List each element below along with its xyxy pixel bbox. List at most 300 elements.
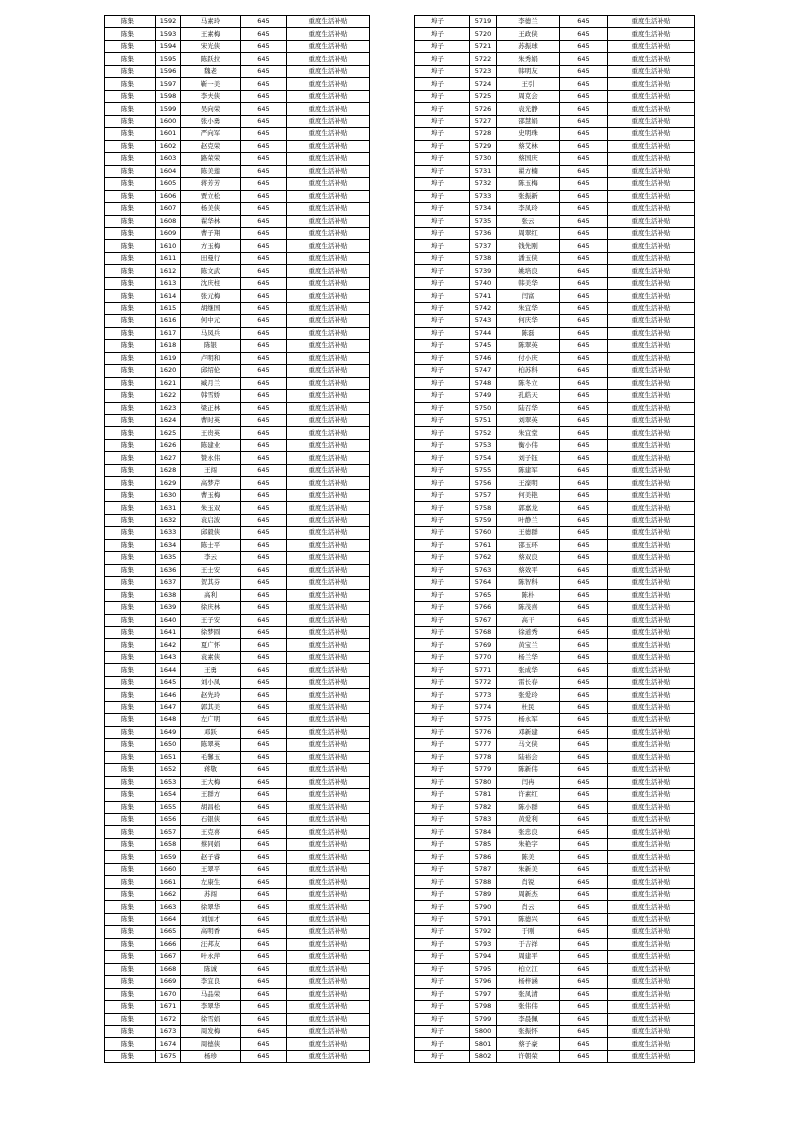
category-cell: 重度生活补贴 <box>608 1013 695 1025</box>
number-cell: 5802 <box>470 1050 497 1062</box>
number-cell: 1608 <box>156 215 181 227</box>
table-row <box>105 814 370 826</box>
amount-cell: 645 <box>560 53 608 65</box>
category-cell: 重度生活补贴 <box>287 65 370 77</box>
name-cell: 王士安 <box>181 564 241 576</box>
category-cell: 重度生活补贴 <box>608 888 695 900</box>
amount-cell: 645 <box>560 28 608 40</box>
category-cell: 重度生活补贴 <box>287 577 370 589</box>
town-cell: 陈集 <box>105 639 156 651</box>
town-cell: 陈集 <box>105 415 156 427</box>
number-cell: 1629 <box>156 477 181 489</box>
category-cell: 重度生活补贴 <box>287 1001 370 1013</box>
name-cell: 李翠华 <box>181 1001 241 1013</box>
category-cell: 重度生活补贴 <box>608 16 695 28</box>
town-cell: 埠子 <box>415 851 470 863</box>
amount-cell: 645 <box>241 701 287 713</box>
town-cell: 埠子 <box>415 65 470 77</box>
table-row <box>415 340 695 352</box>
number-cell: 5721 <box>470 40 497 52</box>
town-cell: 陈集 <box>105 764 156 776</box>
amount-cell: 645 <box>560 402 608 414</box>
category-cell: 重度生活补贴 <box>608 913 695 925</box>
amount-cell: 645 <box>241 153 287 165</box>
name-cell: 陆召华 <box>497 402 560 414</box>
amount-cell: 645 <box>560 739 608 751</box>
amount-cell: 645 <box>560 90 608 102</box>
number-cell: 1606 <box>156 190 181 202</box>
name-cell: 朱宜华 <box>497 302 560 314</box>
number-cell: 1659 <box>156 851 181 863</box>
table-row <box>415 552 695 564</box>
town-cell: 埠子 <box>415 340 470 352</box>
name-cell: 严向军 <box>181 128 241 140</box>
number-cell: 1647 <box>156 701 181 713</box>
number-cell: 1630 <box>156 489 181 501</box>
amount-cell: 645 <box>560 651 608 663</box>
number-cell: 5742 <box>470 302 497 314</box>
name-cell: 苏闯 <box>181 888 241 900</box>
amount-cell: 645 <box>560 801 608 813</box>
amount-cell: 645 <box>560 789 608 801</box>
table-row <box>415 988 695 1000</box>
town-cell: 埠子 <box>415 951 470 963</box>
category-cell: 重度生活补贴 <box>287 265 370 277</box>
category-cell: 重度生活补贴 <box>287 302 370 314</box>
category-cell: 重度生活补贴 <box>608 90 695 102</box>
amount-cell: 645 <box>560 489 608 501</box>
name-cell: 张凤清 <box>497 988 560 1000</box>
town-cell: 埠子 <box>415 651 470 663</box>
category-cell: 重度生活补贴 <box>608 128 695 140</box>
category-cell: 重度生活补贴 <box>608 1050 695 1062</box>
town-cell: 埠子 <box>415 315 470 327</box>
amount-cell: 645 <box>241 427 287 439</box>
number-cell: 1643 <box>156 651 181 663</box>
amount-cell: 645 <box>241 577 287 589</box>
name-cell: 陈小群 <box>497 801 560 813</box>
table-row <box>415 203 695 215</box>
name-cell: 叶静兰 <box>497 514 560 526</box>
amount-cell: 645 <box>560 153 608 165</box>
number-cell: 5758 <box>470 502 497 514</box>
town-cell: 陈集 <box>105 514 156 526</box>
town-cell: 陈集 <box>105 901 156 913</box>
town-cell: 埠子 <box>415 252 470 264</box>
town-cell: 陈集 <box>105 938 156 950</box>
amount-cell: 645 <box>560 115 608 127</box>
name-cell: 胡昌松 <box>181 801 241 813</box>
town-cell: 埠子 <box>415 726 470 738</box>
category-cell: 重度生活补贴 <box>287 651 370 663</box>
number-cell: 1593 <box>156 28 181 40</box>
number-cell: 1621 <box>156 377 181 389</box>
amount-cell: 645 <box>560 552 608 564</box>
category-cell: 重度生活补贴 <box>287 938 370 950</box>
table-row <box>105 626 370 638</box>
category-cell: 重度生活补贴 <box>608 477 695 489</box>
town-cell: 埠子 <box>415 402 470 414</box>
number-cell: 5761 <box>470 539 497 551</box>
category-cell: 重度生活补贴 <box>608 452 695 464</box>
number-cell: 5783 <box>470 814 497 826</box>
number-cell: 1649 <box>156 726 181 738</box>
number-cell: 5738 <box>470 252 497 264</box>
town-cell: 埠子 <box>415 477 470 489</box>
town-cell: 陈集 <box>105 664 156 676</box>
number-cell: 5780 <box>470 776 497 788</box>
amount-cell: 645 <box>241 951 287 963</box>
table-row <box>415 302 695 314</box>
name-cell: 毛馨玉 <box>181 751 241 763</box>
amount-cell: 645 <box>560 1001 608 1013</box>
category-cell: 重度生活补贴 <box>287 838 370 850</box>
category-cell: 重度生活补贴 <box>287 863 370 875</box>
category-cell: 重度生活补贴 <box>287 252 370 264</box>
table-row <box>415 103 695 115</box>
name-cell: 闫冉 <box>497 776 560 788</box>
table-row <box>415 589 695 601</box>
name-cell: 陈翠英 <box>497 340 560 352</box>
table-row <box>415 327 695 339</box>
name-cell: 杨梓涵 <box>497 976 560 988</box>
name-cell: 姚培良 <box>497 265 560 277</box>
table-row <box>415 115 695 127</box>
town-cell: 陈集 <box>105 290 156 302</box>
number-cell: 1633 <box>156 527 181 539</box>
table-row <box>415 352 695 364</box>
category-cell: 重度生活补贴 <box>608 701 695 713</box>
town-cell: 埠子 <box>415 190 470 202</box>
town-cell: 陈集 <box>105 28 156 40</box>
table-row <box>415 726 695 738</box>
roster-body-right <box>415 16 695 1063</box>
amount-cell: 645 <box>560 988 608 1000</box>
number-cell: 1627 <box>156 452 181 464</box>
number-cell: 1666 <box>156 938 181 950</box>
town-cell: 陈集 <box>105 203 156 215</box>
town-cell: 埠子 <box>415 415 470 427</box>
number-cell: 5720 <box>470 28 497 40</box>
name-cell: 杨美侠 <box>181 203 241 215</box>
table-row <box>105 53 370 65</box>
number-cell: 1675 <box>156 1050 181 1062</box>
number-cell: 5793 <box>470 938 497 950</box>
amount-cell: 645 <box>241 464 287 476</box>
number-cell: 5792 <box>470 926 497 938</box>
number-cell: 1667 <box>156 951 181 963</box>
town-cell: 埠子 <box>415 128 470 140</box>
number-cell: 5799 <box>470 1013 497 1025</box>
number-cell: 5785 <box>470 838 497 850</box>
name-cell: 曹子翔 <box>181 227 241 239</box>
table-row <box>415 415 695 427</box>
number-cell: 1596 <box>156 65 181 77</box>
name-cell: 钱先刚 <box>497 240 560 252</box>
category-cell: 重度生活补贴 <box>287 901 370 913</box>
table-row <box>105 265 370 277</box>
amount-cell: 645 <box>560 365 608 377</box>
table-row <box>415 814 695 826</box>
town-cell: 陈集 <box>105 165 156 177</box>
amount-cell: 645 <box>560 352 608 364</box>
name-cell: 靳一美 <box>181 78 241 90</box>
category-cell: 重度生活补贴 <box>608 963 695 975</box>
table-row <box>415 464 695 476</box>
category-cell: 重度生活补贴 <box>608 327 695 339</box>
category-cell: 重度生活补贴 <box>608 464 695 476</box>
table-row <box>415 439 695 451</box>
name-cell: 陈诚 <box>181 963 241 975</box>
name-cell: 闫富 <box>497 290 560 302</box>
amount-cell: 645 <box>241 539 287 551</box>
town-cell: 陈集 <box>105 103 156 115</box>
name-cell: 邵慧娟 <box>497 115 560 127</box>
table-row <box>415 577 695 589</box>
name-cell: 左广明 <box>181 714 241 726</box>
table-row <box>415 215 695 227</box>
category-cell: 重度生活补贴 <box>287 452 370 464</box>
town-cell: 陈集 <box>105 452 156 464</box>
name-cell: 袁启波 <box>181 514 241 526</box>
number-cell: 1648 <box>156 714 181 726</box>
amount-cell: 645 <box>241 140 287 152</box>
number-cell: 1603 <box>156 153 181 165</box>
name-cell: 朱新美 <box>497 863 560 875</box>
category-cell: 重度生活补贴 <box>608 876 695 888</box>
number-cell: 1662 <box>156 888 181 900</box>
category-cell: 重度生活补贴 <box>287 913 370 925</box>
town-cell: 埠子 <box>415 876 470 888</box>
number-cell: 5771 <box>470 664 497 676</box>
amount-cell: 645 <box>560 140 608 152</box>
name-cell: 魏老 <box>181 65 241 77</box>
number-cell: 5736 <box>470 227 497 239</box>
name-cell: 蔡国庆 <box>497 153 560 165</box>
town-cell: 埠子 <box>415 564 470 576</box>
amount-cell: 645 <box>560 227 608 239</box>
number-cell: 5781 <box>470 789 497 801</box>
category-cell: 重度生活补贴 <box>608 901 695 913</box>
number-cell: 1625 <box>156 427 181 439</box>
number-cell: 1640 <box>156 614 181 626</box>
number-cell: 1639 <box>156 602 181 614</box>
category-cell: 重度生活补贴 <box>287 140 370 152</box>
amount-cell: 645 <box>241 976 287 988</box>
table-row <box>415 265 695 277</box>
table-row <box>105 726 370 738</box>
name-cell: 翟方楠 <box>497 165 560 177</box>
number-cell: 5751 <box>470 415 497 427</box>
table-row <box>105 415 370 427</box>
amount-cell: 645 <box>241 938 287 950</box>
table-row <box>105 863 370 875</box>
category-cell: 重度生活补贴 <box>608 539 695 551</box>
table-row <box>415 1013 695 1025</box>
name-cell: 柏立江 <box>497 963 560 975</box>
table-row <box>105 714 370 726</box>
table-row <box>415 153 695 165</box>
name-cell: 陈文武 <box>181 265 241 277</box>
name-cell: 李凤玲 <box>497 203 560 215</box>
amount-cell: 645 <box>241 78 287 90</box>
number-cell: 5770 <box>470 651 497 663</box>
town-cell: 陈集 <box>105 527 156 539</box>
category-cell: 重度生活补贴 <box>608 140 695 152</box>
category-cell: 重度生活补贴 <box>608 938 695 950</box>
table-row <box>415 564 695 576</box>
table-row <box>105 1038 370 1050</box>
category-cell: 重度生活补贴 <box>608 789 695 801</box>
town-cell: 陈集 <box>105 689 156 701</box>
name-cell: 赵先玲 <box>181 689 241 701</box>
table-row <box>105 751 370 763</box>
category-cell: 重度生活补贴 <box>287 1013 370 1025</box>
number-cell: 5784 <box>470 826 497 838</box>
town-cell: 陈集 <box>105 215 156 227</box>
amount-cell: 645 <box>560 1025 608 1037</box>
number-cell: 5735 <box>470 215 497 227</box>
number-cell: 1599 <box>156 103 181 115</box>
name-cell: 李晨佩 <box>497 1013 560 1025</box>
table-row <box>415 901 695 913</box>
category-cell: 重度生活补贴 <box>287 16 370 28</box>
name-cell: 郭嘉龙 <box>497 502 560 514</box>
table-row <box>415 28 695 40</box>
name-cell: 王群方 <box>181 789 241 801</box>
number-cell: 5769 <box>470 639 497 651</box>
name-cell: 付小庆 <box>497 352 560 364</box>
category-cell: 重度生活补贴 <box>608 639 695 651</box>
name-cell: 蔡艾林 <box>497 140 560 152</box>
table-row <box>415 976 695 988</box>
amount-cell: 645 <box>560 851 608 863</box>
table-row <box>415 602 695 614</box>
name-cell: 陈冬立 <box>497 377 560 389</box>
number-cell: 5744 <box>470 327 497 339</box>
category-cell: 重度生活补贴 <box>287 464 370 476</box>
town-cell: 陈集 <box>105 140 156 152</box>
name-cell: 王素梅 <box>181 28 241 40</box>
amount-cell: 645 <box>241 876 287 888</box>
table-row <box>105 689 370 701</box>
name-cell: 苏振球 <box>497 40 560 52</box>
number-cell: 5759 <box>470 514 497 526</box>
table-row <box>415 863 695 875</box>
town-cell: 埠子 <box>415 464 470 476</box>
amount-cell: 645 <box>241 888 287 900</box>
town-cell: 埠子 <box>415 302 470 314</box>
name-cell: 史明珠 <box>497 128 560 140</box>
amount-cell: 645 <box>241 826 287 838</box>
category-cell: 重度生活补贴 <box>608 153 695 165</box>
table-row <box>105 901 370 913</box>
number-cell: 1602 <box>156 140 181 152</box>
number-cell: 1597 <box>156 78 181 90</box>
town-cell: 埠子 <box>415 552 470 564</box>
table-row <box>105 128 370 140</box>
table-row <box>415 1025 695 1037</box>
town-cell: 陈集 <box>105 1038 156 1050</box>
town-cell: 陈集 <box>105 115 156 127</box>
number-cell: 5772 <box>470 676 497 688</box>
number-cell: 1604 <box>156 165 181 177</box>
amount-cell: 645 <box>560 277 608 289</box>
category-cell: 重度生活补贴 <box>287 639 370 651</box>
name-cell: 陈翠英 <box>181 739 241 751</box>
town-cell: 埠子 <box>415 714 470 726</box>
number-cell: 1656 <box>156 814 181 826</box>
town-cell: 陈集 <box>105 726 156 738</box>
category-cell: 重度生活补贴 <box>287 365 370 377</box>
name-cell: 袁素侠 <box>181 651 241 663</box>
number-cell: 5728 <box>470 128 497 140</box>
number-cell: 1609 <box>156 227 181 239</box>
amount-cell: 645 <box>241 40 287 52</box>
table-row <box>415 190 695 202</box>
name-cell: 张小勇 <box>181 115 241 127</box>
category-cell: 重度生活补贴 <box>608 726 695 738</box>
town-cell: 陈集 <box>105 340 156 352</box>
amount-cell: 645 <box>560 514 608 526</box>
name-cell: 陈智科 <box>497 577 560 589</box>
category-cell: 重度生活补贴 <box>287 751 370 763</box>
name-cell: 马凤兵 <box>181 327 241 339</box>
category-cell: 重度生活补贴 <box>287 527 370 539</box>
name-cell: 何庆华 <box>497 315 560 327</box>
number-cell: 1622 <box>156 390 181 402</box>
town-cell: 埠子 <box>415 53 470 65</box>
category-cell: 重度生活补贴 <box>608 340 695 352</box>
table-row <box>415 801 695 813</box>
name-cell: 翟华林 <box>181 215 241 227</box>
name-cell: 李宜良 <box>181 976 241 988</box>
town-cell: 埠子 <box>415 776 470 788</box>
town-cell: 陈集 <box>105 589 156 601</box>
amount-cell: 645 <box>560 676 608 688</box>
category-cell: 重度生活补贴 <box>608 78 695 90</box>
table-row <box>105 988 370 1000</box>
town-cell: 陈集 <box>105 227 156 239</box>
number-cell: 5726 <box>470 103 497 115</box>
number-cell: 1617 <box>156 327 181 339</box>
town-cell: 陈集 <box>105 863 156 875</box>
table-row <box>105 639 370 651</box>
number-cell: 1655 <box>156 801 181 813</box>
category-cell: 重度生活补贴 <box>608 103 695 115</box>
table-row <box>105 427 370 439</box>
table-row <box>415 664 695 676</box>
amount-cell: 645 <box>241 477 287 489</box>
number-cell: 5731 <box>470 165 497 177</box>
number-cell: 5734 <box>470 203 497 215</box>
name-cell: 高干 <box>497 614 560 626</box>
category-cell: 重度生活补贴 <box>287 1050 370 1062</box>
category-cell: 重度生活补贴 <box>608 190 695 202</box>
town-cell: 埠子 <box>415 28 470 40</box>
number-cell: 1607 <box>156 203 181 215</box>
number-cell: 5725 <box>470 90 497 102</box>
category-cell: 重度生活补贴 <box>608 863 695 875</box>
amount-cell: 645 <box>560 976 608 988</box>
town-cell: 埠子 <box>415 751 470 763</box>
number-cell: 1611 <box>156 252 181 264</box>
amount-cell: 645 <box>560 16 608 28</box>
category-cell: 重度生活补贴 <box>287 851 370 863</box>
table-row <box>105 676 370 688</box>
town-cell: 埠子 <box>415 539 470 551</box>
number-cell: 1671 <box>156 1001 181 1013</box>
